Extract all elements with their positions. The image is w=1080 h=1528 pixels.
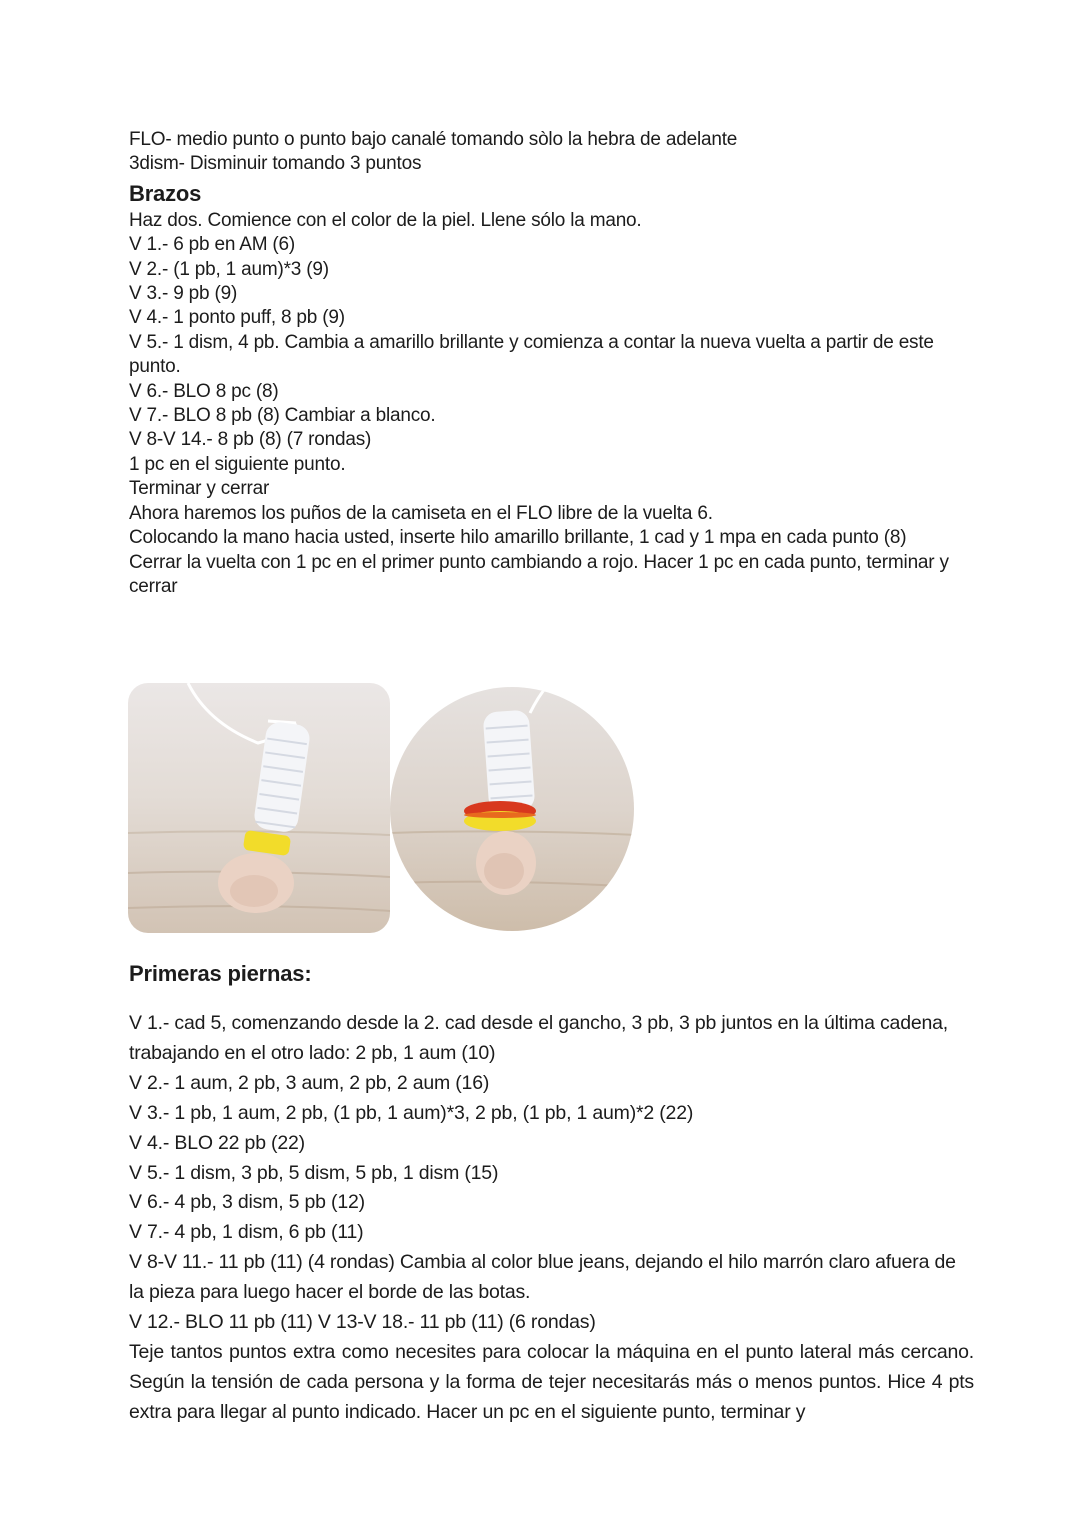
brazos-line: V 4.- 1 ponto puff, 8 pb (9) — [129, 307, 345, 329]
piernas-line: V 3.- 1 pb, 1 aum, 2 pb, (1 pb, 1 aum)*3, 2 pb, (1 pb, 1 aum)*2 (22) — [129, 1101, 694, 1124]
arm-photo-front — [128, 683, 390, 933]
piernas-heading: Primeras piernas: — [129, 961, 312, 986]
piernas-line: Teje tantos puntos extra como necesites para colocar la máquina en el punto lateral más cercano. Según la tensión de cada persona y la forma de tejer necesitarás más o menos puntos. Hice 4 pts extra para llegar al punto indicado. Hacer un pc en el siguiente punto, terminar y — [129, 1340, 974, 1423]
brazos-line: 1 pc en el siguiente punto. — [129, 453, 346, 475]
brazos-line: V 1.- 6 pb en AM (6) — [129, 234, 296, 256]
brazos-line: V 5.- 1 dism, 4 pb. Cambia a amarillo brillante y comienza a contar la nueva vuelta a partir de este punto. — [129, 331, 934, 378]
brazos-line: V 3.- 9 pb (9) — [129, 283, 238, 305]
arm-photo-front-image — [128, 683, 390, 933]
piernas-line: V 6.- 4 pb, 3 dism, 5 pb (12) — [129, 1191, 365, 1214]
brazos-line: Cerrar la vuelta con 1 pc en el primer punto cambiando a rojo. Hacer 1 pc en cada punto, terminar y cerrar — [129, 551, 949, 597]
piernas-line: V 2.- 1 aum, 2 pb, 3 aum, 2 pb, 2 aum (16) — [129, 1071, 490, 1094]
piernas-line: V 12.- BLO 11 pb (11) V 13-V 18.- 11 pb (11) (6 rondas) — [129, 1311, 596, 1334]
arm-photo-cuff-image — [390, 683, 638, 935]
abbrev-3dism: 3dism- Disminuir tomando 3 puntos — [129, 153, 422, 175]
brazos-line: Colocando la mano hacia usted, inserte hilo amarillo brillante, 1 cad y 1 mpa en cada punto (8) — [129, 527, 907, 549]
brazos-line: V 7.- BLO 8 pb (8) Cambiar a blanco. — [129, 405, 436, 427]
piernas-line: V 7.- 4 pb, 1 dism, 6 pb (11) — [129, 1221, 364, 1244]
brazos-section — [129, 128, 959, 599]
piernas-line: V 5.- 1 dism, 3 pb, 5 dism, 5 pb, 1 dism (15) — [129, 1161, 499, 1184]
piernas-line: V 8-V 11.- 11 pb (11) (4 rondas) Cambia al color blue jeans, dejando el hilo marrón claro afuera de la pieza para luego hacer el borde de las botas. — [129, 1251, 956, 1304]
brazos-line: Haz dos. Comience con el color de la piel. Llene sólo la mano. — [129, 209, 642, 231]
brazos-heading: Brazos — [129, 180, 202, 206]
arm-photos — [128, 683, 638, 935]
abbrev-flo: FLO- medio punto o punto bajo canalé tomando sòlo la hebra de adelante — [129, 129, 738, 150]
piernas-line: V 1.- cad 5, comenzando desde la 2. cad desde el gancho, 3 pb, 3 pb juntos en la última cadena, trabajando en el otro lado: 2 pb, 1 aum (10) — [129, 1012, 948, 1064]
brazos-line: V 6.- BLO 8 pc (8) — [129, 380, 279, 402]
brazos-line: V 8-V 14.- 8 pb (8) (7 rondas) — [129, 429, 372, 451]
brazos-line: Terminar y cerrar — [129, 478, 270, 500]
piernas-line: V 4.- BLO 22 pb (22) — [129, 1131, 305, 1154]
piernas-section — [129, 960, 974, 1428]
brazos-line: Ahora haremos los puños de la camiseta en el FLO libre de la vuelta 6. — [129, 502, 713, 524]
arm-photo-cuff — [390, 683, 638, 935]
brazos-line: V 2.- (1 pb, 1 aum)*3 (9) — [129, 258, 329, 280]
